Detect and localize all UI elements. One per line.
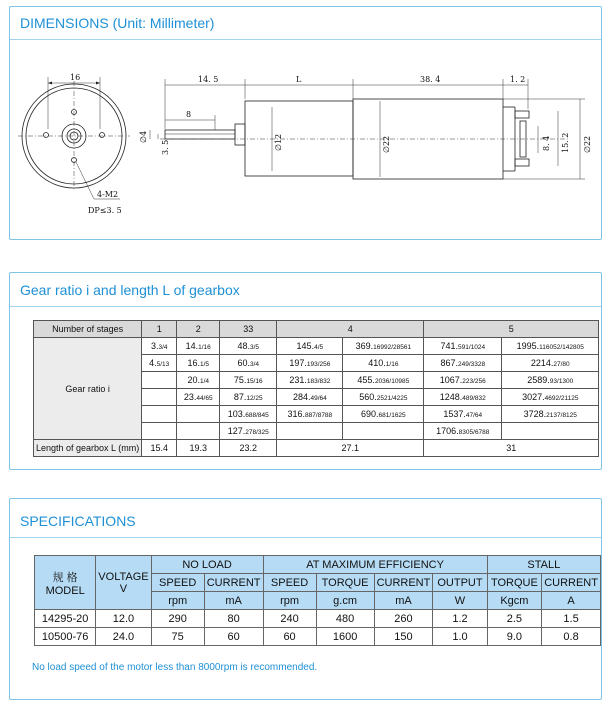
ratio-cell: 14.1/16 [177, 338, 220, 355]
specifications-title: SPECIFICATIONS [20, 513, 136, 529]
voltage-header: VOLTAGE V [96, 556, 151, 610]
unit-a: A [542, 592, 601, 610]
gearbox-length-row [34, 440, 599, 457]
spec-cell: 240 [263, 610, 316, 628]
ratio-cell-empty [142, 372, 177, 389]
stage-1-header: 1 [142, 321, 177, 338]
recommendation-note: No load speed of the motor less than 8000rpm is recommended. [32, 662, 318, 673]
ratio-cell: 560.2521/4225 [343, 389, 424, 406]
ratio-cell: 48.3/5 [220, 338, 277, 355]
ratio-cell: 127.278/325 [220, 423, 277, 440]
spec-row [35, 610, 601, 628]
stage-5-header: 5 [424, 321, 599, 338]
dim-3-5-label: 3. 5 [161, 139, 170, 155]
ratio-cell: 75.15/16 [220, 372, 277, 389]
ratio-cell: 741.591/1024 [424, 338, 502, 355]
ratio-cell-empty [177, 423, 220, 440]
no-load-header: NO LOAD [151, 556, 263, 574]
spec-cell: 80 [204, 610, 263, 628]
stall-header: STALL [487, 556, 600, 574]
dim-15-2-label: 15. 2 [561, 132, 570, 153]
ratio-cell-empty [142, 423, 177, 440]
dim-1-2-label: 1. 2 [510, 75, 526, 84]
ratio-cell: 690.681/1625 [343, 406, 424, 423]
ratio-cell: 23.44/65 [177, 389, 220, 406]
gear-stages-header-row [34, 321, 599, 338]
ratio-cell: 369.16992/28561 [343, 338, 424, 355]
length-cell: 27.1 [277, 440, 424, 457]
spec-cell: 150 [374, 628, 433, 646]
gear-ratio-label: Gear ratio i [34, 338, 142, 440]
spec-cell: 10500-76 [35, 628, 96, 646]
spec-cell: 1600 [316, 628, 374, 646]
stall-current-header: CURRENT [542, 574, 601, 592]
ratio-cell: 87.12/25 [220, 389, 277, 406]
stage-3-header: 33 [220, 321, 277, 338]
gearbox-card [9, 272, 602, 470]
spec-cell: 1.0 [433, 628, 487, 646]
front-view [18, 73, 130, 215]
ratio-cell: 316.887/8788 [277, 406, 343, 423]
max-efficiency-header: AT MAXIMUM EFFICIENCY [263, 556, 487, 574]
dimensions-title: DIMENSIONS (Unit: Millimeter) [20, 15, 215, 31]
gearbox-title: Gear ratio i and length L of gearbox [20, 282, 240, 298]
ratio-cell: 16.1/5 [177, 355, 220, 372]
ratio-cell: 145.4/5 [277, 338, 343, 355]
stall-torque-header: TORQUE [487, 574, 542, 592]
ratio-cell: 60.3/4 [220, 355, 277, 372]
ratio-cell: 1706.8305/6788 [424, 423, 502, 440]
ratio-cell: 20.1/4 [177, 372, 220, 389]
dim-L-label: L [296, 75, 302, 84]
unit-ma: mA [374, 592, 433, 610]
no-load-current-header: CURRENT [204, 574, 263, 592]
eff-current-header: CURRENT [374, 574, 433, 592]
unit-rpm: rpm [151, 592, 204, 610]
ratio-cell-empty [502, 423, 599, 440]
ratio-cell: 1067.223/256 [424, 372, 502, 389]
depth-label: DP≤3. 5 [88, 206, 122, 215]
spec-cell: 24.0 [96, 628, 151, 646]
length-cell: 31 [424, 440, 599, 457]
specifications-card [9, 498, 602, 700]
unit-ma: mA [204, 592, 263, 610]
gearbox-title-rule [10, 306, 601, 307]
ratio-cell-empty [177, 406, 220, 423]
motor-dimension-drawing [10, 41, 599, 236]
spec-cell: 9.0 [487, 628, 542, 646]
dimensions-title-rule [10, 39, 601, 40]
ratio-cell-empty [277, 423, 343, 440]
dim-22-inner-label: ∅22 [382, 135, 391, 153]
ratio-cell: 867.249/3328 [424, 355, 502, 372]
ratio-cell-empty [343, 423, 424, 440]
ratio-cell-empty [142, 406, 177, 423]
ratio-cell: 3.3/4 [142, 338, 177, 355]
spec-header-row-1 [35, 556, 601, 574]
ratio-cell: 197.193/256 [277, 355, 343, 372]
no-load-speed-header: SPEED [151, 574, 204, 592]
unit-kgcm: Kgcm [487, 592, 542, 610]
spec-row [35, 628, 601, 646]
ratio-cell: 2214.27/80 [502, 355, 599, 372]
unit-w: W [433, 592, 487, 610]
length-cell: 19.3 [177, 440, 220, 457]
dim-38-4-label: 38. 4 [420, 75, 441, 84]
dim-22-outer-label: ∅22 [583, 135, 592, 153]
dim-16-label: 16 [70, 73, 81, 82]
spec-cell: 60 [263, 628, 316, 646]
ratio-cell: 4.5/13 [142, 355, 177, 372]
ratio-cell: 1248.489/832 [424, 389, 502, 406]
dim-14-5-label: 14. 5 [198, 75, 219, 84]
ratio-cell: 3027.4692/21125 [502, 389, 599, 406]
ratio-cell: 3728.2137/8125 [502, 406, 599, 423]
specifications-table [34, 555, 601, 646]
dim-4-label: ∅4 [139, 130, 148, 143]
dim-8-4-label: 8. 4 [542, 135, 551, 151]
dim-12-label: ∅12 [274, 133, 283, 151]
model-header: 规 格 MODEL [35, 556, 96, 610]
stage-2-header: 2 [177, 321, 220, 338]
ratio-cell: 1995.116052/142805 [502, 338, 599, 355]
ratio-cell: 284.49/64 [277, 389, 343, 406]
length-cell: 15.4 [142, 440, 177, 457]
spec-cell: 0.8 [542, 628, 601, 646]
eff-speed-header: SPEED [263, 574, 316, 592]
side-view [139, 75, 592, 179]
ratio-cell: 410.1/16 [343, 355, 424, 372]
gearbox-length-label: Length of gearbox L (mm) [34, 440, 142, 457]
ratio-cell: 231.183/832 [277, 372, 343, 389]
dimensions-card [9, 6, 602, 240]
ratio-cell: 1537.47/64 [424, 406, 502, 423]
spec-cell: 60 [204, 628, 263, 646]
gear-ratio-table [33, 320, 599, 457]
eff-torque-header: TORQUE [316, 574, 374, 592]
eff-output-header: OUTPUT [433, 574, 487, 592]
spec-cell: 480 [316, 610, 374, 628]
spec-cell: 75 [151, 628, 204, 646]
ratio-cell: 103.688/845 [220, 406, 277, 423]
spec-cell: 14295-20 [35, 610, 96, 628]
spec-cell: 1.5 [542, 610, 601, 628]
ratio-cell: 455.2036/10985 [343, 372, 424, 389]
specifications-title-rule [10, 537, 601, 538]
spec-cell: 290 [151, 610, 204, 628]
dim-8-label: 8 [186, 110, 192, 119]
spec-cell: 2.5 [487, 610, 542, 628]
length-cell: 23.2 [220, 440, 277, 457]
unit-gcm: g.cm [316, 592, 374, 610]
spec-cell: 1.2 [433, 610, 487, 628]
stages-header-label: Number of stages [34, 321, 142, 338]
stage-4-header: 4 [277, 321, 424, 338]
ratio-cell-empty [142, 389, 177, 406]
spec-cell: 12.0 [96, 610, 151, 628]
ratio-cell: 2589.93/1300 [502, 372, 599, 389]
gear-row [34, 338, 599, 355]
m2-label: 4-M2 [97, 190, 119, 199]
unit-rpm: rpm [263, 592, 316, 610]
spec-cell: 260 [374, 610, 433, 628]
